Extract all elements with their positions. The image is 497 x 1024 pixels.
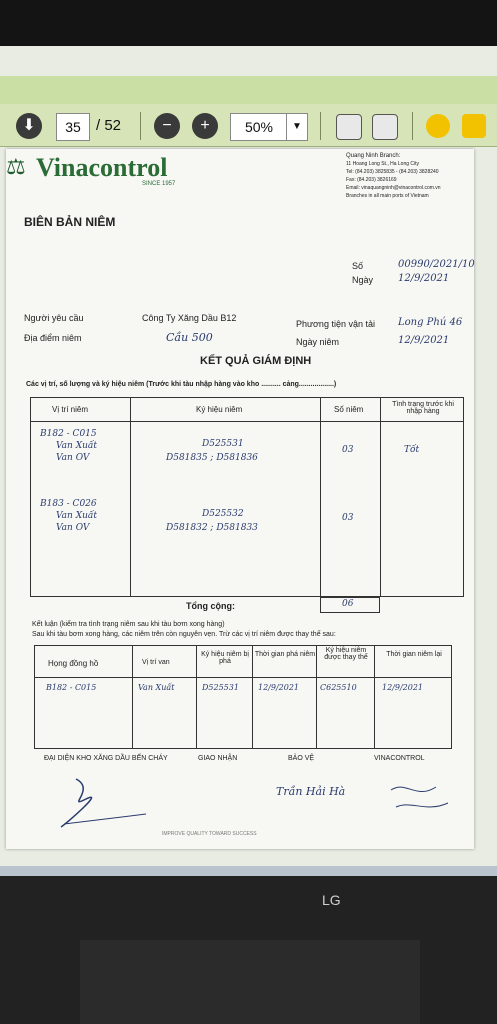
nguoi-yeu-cau-value: Công Ty Xăng Dầu B12 [142,313,237,323]
zoom-in-icon[interactable]: + [192,113,218,139]
toolbar-separator [412,112,413,140]
branch-list: Branches in all main ports of Vietnam [346,193,429,199]
table-divider [320,397,321,597]
signature-label: ĐẠI DIỆN KHO XĂNG DẦU BẾN CHÁY [44,755,168,762]
table-header: Thời gian niêm lại [386,651,442,658]
table-cell: Van Xuất [56,511,98,521]
table-header: Vị trí van [142,659,170,666]
page-number-input[interactable]: 35 [56,113,90,141]
table-cell: B182 - C015 [46,683,97,692]
dia-diem-value: Cầu 500 [166,331,213,344]
table-header: Vị trí niêm [52,405,89,414]
total-label: Tổng cộng: [186,601,235,611]
table-cell: B183 - C026 [40,499,97,509]
signature-label: BẢO VỆ [288,755,315,762]
branch-address: 11 Hoang Long St., Ha Long City [346,161,420,167]
ngay-niem-value: 12/9/2021 [398,335,450,346]
table-divider [34,677,452,678]
table-cell: D581832 ; D581833 [166,523,258,533]
table-cell: D525531 [202,683,239,692]
toolbar-separator [140,112,141,140]
table-divider [130,397,131,597]
result-title: KẾT QUẢ GIÁM ĐỊNH [200,355,312,367]
monitor-brand-logo: LG [322,892,341,908]
table-header: Thời gian phá niêm [254,651,316,658]
table-cell: Van OV [56,523,90,533]
monitor-bezel-top [0,0,497,48]
company-since: SINCE 1957 [142,181,176,187]
zoom-level-input[interactable]: 50% [230,113,288,141]
monitor-screen [0,46,497,876]
comment-icon[interactable] [426,114,450,138]
table-cell: B182 - C015 [40,429,97,439]
company-logo: Vinacontrol [36,153,168,182]
nguoi-yeu-cau-label: Người yêu cầu [24,313,84,323]
table-cell: 12/9/2021 [382,683,424,692]
ngay-value: 12/9/2021 [398,273,450,284]
footer-slogan: IMPROVE QUALITY TOWARD SUCCESS [162,831,257,837]
table-cell: 03 [342,445,354,455]
branch-name: Quang Ninh Branch: [346,153,401,159]
monitor-stand [80,940,420,1024]
table-divider [374,645,375,749]
toolbar-separator [320,112,321,140]
section-1-caption: Các vị trí, số lượng và ký hiệu niêm (Trước khi tàu nhập hàng vào kho .......... cảng..................) [26,381,337,388]
ngay-label: Ngày [352,275,374,285]
total-value: 06 [342,599,354,609]
fit-page-icon[interactable] [336,114,362,140]
table-cell: 12/9/2021 [258,683,300,692]
table-divider [252,645,253,749]
table-header: Tình trạng trước khi nhập hàng [392,401,454,415]
table-divider [316,645,317,749]
chevron-down-icon[interactable]: ▼ [286,113,308,141]
table-header: Họng đồng hồ [48,659,99,668]
branch-email: Email: vinaquangninh@vinacontrol.com.vn [346,185,441,191]
table-cell: C625510 [320,683,357,692]
dia-diem-label: Địa điểm niêm [24,333,82,343]
conclusion-title: Kết luận (kiểm tra tình trạng niêm sau khi tàu bơm xong hàng) [32,621,225,628]
ngay-niem-label: Ngày niêm [296,337,340,347]
table-cell: D525531 [202,439,244,449]
table-cell: Van Xuất [56,441,98,451]
scales-logo-icon: ⚖ [6,154,26,179]
so-label: Số [352,261,364,271]
pdf-toolbar [0,104,497,147]
signature-name: Trần Hải Hà [276,785,346,798]
page-total: / 52 [96,117,122,134]
highlight-icon[interactable] [462,114,486,138]
table-cell: Van Xuất [138,683,175,692]
so-value: 00990/2021/10 [398,259,475,270]
zoom-out-icon[interactable]: − [154,113,180,139]
table-divider [132,645,133,749]
table-header: Số niêm [334,405,364,414]
table-cell: Van OV [56,453,90,463]
table-cell: Tốt [404,445,420,455]
conclusion-text: Sau khi tàu bơm xong hàng, các niêm trên còn nguyên vẹn. Trừ các vị trí niêm được thay thế sau: [32,631,336,638]
seal-table [30,397,464,597]
signature-image [56,769,156,829]
document-title: BIÊN BẢN NIÊM [24,215,116,229]
signature-image [386,775,456,815]
table-divider [380,397,381,597]
phuong-tien-value: Long Phú 46 [398,317,463,328]
table-divider [30,421,464,422]
table-cell: D581835 ; D581836 [166,453,258,463]
table-header: Ký hiệu niêm được thay thế [324,647,368,661]
table-header: Ký hiệu niêm [196,405,243,414]
signature-label: GIAO NHẬN [198,755,238,762]
phuong-tien-label: Phương tiện vận tải [296,319,375,329]
table-header: Ký hiệu niêm bị phá [201,651,249,665]
pdf-page [6,149,474,849]
branch-fax: Fax: (84.203) 3826169 [346,177,397,183]
signature-label: VINACONTROL [374,755,425,762]
table-cell: D525532 [202,509,244,519]
fit-width-icon[interactable] [372,114,398,140]
arrow-down-icon[interactable]: ⬇ [16,113,42,139]
table-cell: 03 [342,513,354,523]
branch-tel: Tel: (84.203) 3825835 - (84.203) 3828240 [346,169,439,175]
table-divider [196,645,197,749]
